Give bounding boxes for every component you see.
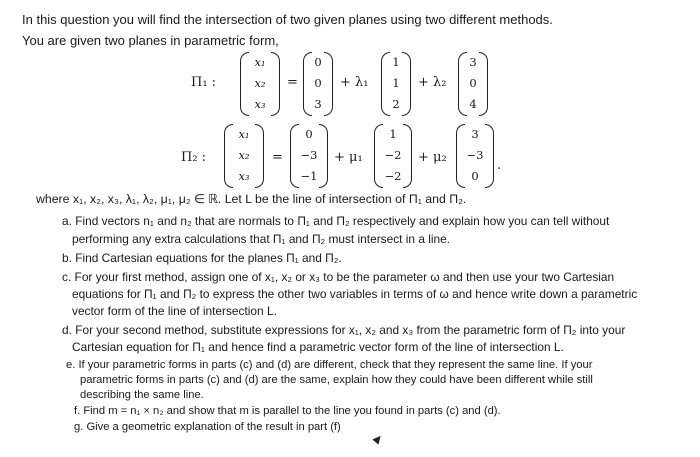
item-d-line-2: Cartesian equation for Π₁ and hence find a parametric vector form of the line of intersection L. xyxy=(72,340,564,354)
item-c-line-3: vector form of the line of intersection L. xyxy=(72,304,277,318)
plane1-equals: = xyxy=(287,75,298,90)
item-c-line-2: equations for Π₁ and Π₂ to express the other two variables in terms of ω and hence write down a parametric xyxy=(72,287,638,301)
plane2-point-vector xyxy=(290,124,328,188)
plane2-direction2-vector xyxy=(456,124,494,188)
item-a-line-2: performing any extra calculations that Π₁ and Π₂ must intersect in a line. xyxy=(72,232,451,246)
plane2-lhs-x3: x₃ xyxy=(238,169,250,183)
plane1-plus-lambda1: + λ₁ xyxy=(340,75,369,90)
plane2-dir1-3: −2 xyxy=(384,169,402,183)
plane1-point-3: 3 xyxy=(314,97,322,111)
item-e-line-1: e. If your parametric forms in parts (c) and (d) are different, check that they represent the same line. If your xyxy=(66,359,593,371)
plane2-dir1-2: −2 xyxy=(384,148,402,162)
plane2-equals: = xyxy=(272,150,283,165)
plane1-label: Π₁ : xyxy=(191,75,217,90)
plane1-lhs-x1: x₁ xyxy=(254,55,266,69)
plane2-dir1-1: 1 xyxy=(389,127,397,141)
plane2-lhs-x2: x₂ xyxy=(238,148,250,162)
plane2-dir2-3: 0 xyxy=(471,169,479,183)
item-e-line-2: parametric forms in parts (c) and (d) are the same, explain how they could have been different while still xyxy=(80,374,593,386)
plane1-direction2-vector xyxy=(458,52,488,116)
plane1-direction1-vector xyxy=(381,52,411,116)
where-line: where x₁, x₂, x₃, λ₁, λ₂, μ₁, μ₂ ∈ ℝ. Let L be the line of intersection of Π₁ and Π₂. xyxy=(36,192,467,206)
mouse-cursor-icon xyxy=(372,433,383,444)
plane2-lhs-vector xyxy=(224,124,264,188)
plane2-plus-mu2: + μ₂ xyxy=(418,150,447,165)
plane2-plus-mu1: + μ₁ xyxy=(334,150,363,165)
item-g-line-1: g. Give a geometric explanation of the result in part (f) xyxy=(74,421,341,433)
plane2-point-1: 0 xyxy=(305,127,313,141)
plane2-direction1-vector xyxy=(374,124,412,188)
plane2-lhs-x1: x₁ xyxy=(238,127,250,141)
plane2-label: Π₂ : xyxy=(181,150,207,165)
plane1-dir1-1: 1 xyxy=(392,55,400,69)
plane1-dir1-2: 1 xyxy=(392,76,400,90)
plane2-dir2-2: −3 xyxy=(466,148,484,162)
plane1-dir2-3: 4 xyxy=(469,97,477,111)
item-e-line-3: describing the same line. xyxy=(80,389,204,401)
plane1-point-2: 0 xyxy=(314,76,322,90)
intro-line-1: In this question you will find the intersection of two given planes using two different methods. xyxy=(22,12,553,27)
item-b-line-1: b. Find Cartesian equations for the planes Π₁ and Π₂. xyxy=(62,251,342,265)
plane1-dir2-2: 0 xyxy=(469,76,477,90)
item-f-line-1: f. Find m = n₁ × n₂ and show that m is parallel to the line you found in parts (c) and (d). xyxy=(74,405,501,417)
plane1-lhs-x3: x₃ xyxy=(254,97,266,111)
intro-line-2: You are given two planes in parametric form, xyxy=(22,33,279,48)
plane1-dir2-1: 3 xyxy=(469,55,477,69)
plane1-point-vector xyxy=(303,52,333,116)
plane2-point-2: −3 xyxy=(300,148,318,162)
plane2-point-3: −1 xyxy=(300,169,318,183)
item-d-line-1: d. For your second method, substitute expressions for x₁, x₂ and x₃ from the parametric form of Π₂ into your xyxy=(62,323,626,337)
item-c-line-1: c. For your first method, assign one of x₁, x₂ or x₃ to be the parameter ω and then use your two Cartesian xyxy=(62,270,615,284)
plane1-lhs-vector xyxy=(240,52,280,116)
plane1-plus-lambda2: + λ₂ xyxy=(418,75,447,90)
item-a-line-1: a. Find vectors n₁ and n₂ that are normals to Π₁ and Π₂ respectively and explain how you can tell without xyxy=(62,214,610,228)
plane2-end-period: . xyxy=(497,158,502,173)
plane2-dir2-1: 3 xyxy=(471,127,479,141)
plane1-lhs-x2: x₂ xyxy=(254,76,266,90)
plane1-point-1: 0 xyxy=(314,55,322,69)
plane1-dir1-3: 2 xyxy=(392,97,400,111)
